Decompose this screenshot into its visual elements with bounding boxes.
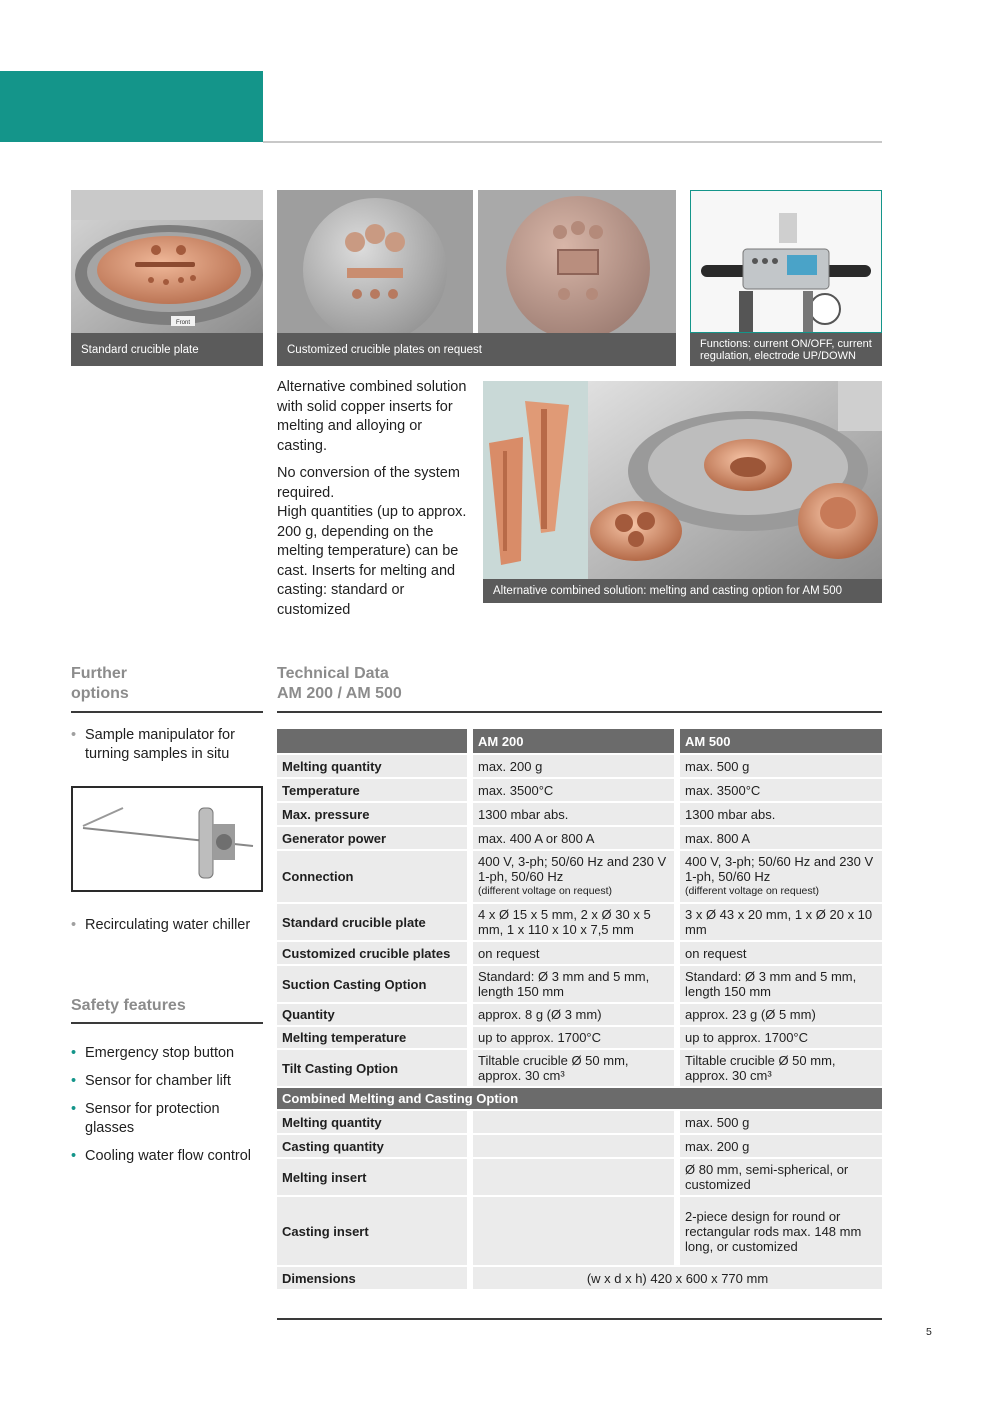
row-am200-value: Tiltable crucible Ø 50 mm, approx. 30 cm³	[470, 1049, 677, 1087]
row-am500-value: Tiltable crucible Ø 50 mm, approx. 30 cm³	[677, 1049, 882, 1087]
table-row	[277, 1134, 882, 1158]
row-label: Tilt Casting Option	[277, 1049, 470, 1087]
header-accent-bar	[0, 71, 263, 142]
table-row	[277, 1110, 882, 1134]
row-label: Melting insert	[277, 1158, 470, 1196]
further-options-heading	[71, 664, 263, 704]
row-am500-value: on request	[677, 941, 882, 965]
row-am500-value: max. 500 g	[677, 754, 882, 778]
row-label: Melting quantity	[277, 1110, 470, 1134]
safety-item-cooling-water: • Cooling water flow control	[71, 1147, 263, 1166]
table-row	[277, 802, 882, 826]
connection-am200-note: (different voltage on request)	[478, 885, 613, 897]
connection-am500-text: 400 V, 3-ph; 50/60 Hz and 230 V 1-ph, 50/60 Hz	[685, 854, 874, 884]
table-row	[277, 778, 882, 802]
row-label: Suction Casting Option	[277, 965, 470, 1003]
front-tag-label: Front	[175, 320, 191, 326]
intro-paragraph-3: High quantities (up to approx. 200 g, depending on the melting temperature) can be cast. Inserts for melting and casting: standard or customized	[277, 504, 467, 618]
row-am500-value	[677, 850, 882, 903]
further-options-rule	[71, 711, 263, 713]
caption-custom-plates: Customized crucible plates on request	[277, 333, 676, 366]
intro-paragraph-2: No conversion of the system required.	[277, 465, 460, 501]
tech-heading-line1: Technical Data	[277, 665, 389, 682]
combined-section-heading: Combined Melting and Casting Option	[277, 1087, 882, 1110]
row-am500-value: Standard: Ø 3 mm and 5 mm, length 150 mm	[677, 965, 882, 1003]
intro-paragraph-1: Alternative combined solution with solid copper inserts for melting and alloying or casting.	[277, 379, 467, 454]
row-label: Dimensions	[277, 1266, 470, 1290]
row-am500-value: Ø 80 mm, semi-spherical, or customized	[677, 1158, 882, 1196]
row-am500-value: 3 x Ø 43 x 20 mm, 1 x Ø 20 x 10 mm	[677, 903, 882, 941]
safety-features-list	[71, 1044, 263, 1166]
row-label: Casting insert	[277, 1196, 470, 1266]
safety-item-chamber-lift: • Sensor for chamber lift	[71, 1072, 263, 1091]
row-label: Connection	[277, 850, 470, 903]
tech-data-table	[277, 729, 882, 1291]
table-bottom-rule	[277, 1318, 882, 1320]
row-am200-value	[470, 850, 677, 903]
photo-control-unit	[690, 190, 882, 333]
tech-data-heading	[277, 664, 577, 704]
row-am500-value: approx. 23 g (Ø 5 mm)	[677, 1003, 882, 1026]
table-header-row	[277, 729, 882, 754]
row-am500-value: max. 3500°C	[677, 778, 882, 802]
row-am200-value: on request	[470, 941, 677, 965]
table-row	[277, 850, 882, 903]
row-label: Temperature	[277, 778, 470, 802]
row-label: Standard crucible plate	[277, 903, 470, 941]
row-am200-value	[470, 1196, 677, 1266]
table-row	[277, 1049, 882, 1087]
row-label: Melting quantity	[277, 754, 470, 778]
safety-item-protection-glasses: • Sensor for protection glasses	[71, 1100, 263, 1138]
caption-combined: Alternative combined solution: melting and casting option for AM 500	[483, 579, 882, 603]
row-am500-value: up to approx. 1700°C	[677, 1026, 882, 1049]
row-label: Generator power	[277, 826, 470, 850]
further-item-sample-manipulator: • Sample manipulator for turning samples in situ	[71, 726, 263, 764]
row-am200-value	[470, 1110, 677, 1134]
row-am200-value: approx. 8 g (Ø 3 mm)	[470, 1003, 677, 1026]
table-row	[277, 1026, 882, 1049]
row-am200-value: max. 400 A or 800 A	[470, 826, 677, 850]
row-am200-value	[470, 1158, 677, 1196]
row-am500-value: 2-piece design for round or rectangular rods max. 148 mm long, or customized	[677, 1196, 882, 1266]
caption-functions: Functions: current ON/OFF, current regulation, electrode UP/DOWN	[690, 333, 882, 366]
further-options-list-2	[71, 916, 263, 935]
intro-text	[277, 378, 472, 628]
row-label: Customized crucible plates	[277, 941, 470, 965]
row-am200-value: up to approx. 1700°C	[470, 1026, 677, 1049]
row-label: Melting temperature	[277, 1026, 470, 1049]
tech-data-rule	[277, 711, 882, 713]
table-header-am500: AM 500	[677, 729, 882, 754]
photo-casting-inserts	[483, 381, 588, 579]
safety-features-heading: Safety features	[71, 997, 186, 1014]
safety-features-rule	[71, 1022, 263, 1024]
row-am200-value: max. 200 g	[470, 754, 677, 778]
row-am200-value	[470, 1134, 677, 1158]
caption-standard-plate: Standard crucible plate	[71, 333, 263, 366]
table-row	[277, 826, 882, 850]
table-row	[277, 903, 882, 941]
row-am500-value: max. 500 g	[677, 1110, 882, 1134]
row-am500-value: max. 200 g	[677, 1134, 882, 1158]
row-am500-value: 1300 mbar abs.	[677, 802, 882, 826]
row-am200-value: 1300 mbar abs.	[470, 802, 677, 826]
row-am200-value: max. 3500°C	[470, 778, 677, 802]
table-section-row	[277, 1087, 882, 1110]
further-item-water-chiller: • Recirculating water chiller	[71, 916, 263, 935]
table-row	[277, 1196, 882, 1266]
tech-heading-line2: AM 200 / AM 500	[277, 685, 402, 702]
photo-standard-crucible-plate	[71, 190, 263, 333]
photo-custom-plate-1	[277, 190, 473, 333]
photo-sample-manipulator	[71, 786, 263, 892]
further-options-list-1	[71, 726, 263, 764]
table-row	[277, 1003, 882, 1026]
table-header-blank	[277, 729, 470, 754]
further-heading-line1: Further	[71, 665, 127, 682]
row-am500-value: max. 800 A	[677, 826, 882, 850]
connection-am500-note: (different voltage on request)	[685, 885, 820, 897]
table-row	[277, 1158, 882, 1196]
table-header-am200: AM 200	[470, 729, 677, 754]
row-label: Max. pressure	[277, 802, 470, 826]
safety-item-emergency-stop: • Emergency stop button	[71, 1044, 263, 1063]
dimensions-value: (w x d x h) 420 x 600 x 770 mm	[470, 1266, 882, 1290]
table-row	[277, 941, 882, 965]
connection-am200-text: 400 V, 3-ph; 50/60 Hz and 230 V 1-ph, 50/60 Hz	[478, 854, 667, 884]
row-label: Casting quantity	[277, 1134, 470, 1158]
further-heading-line2: options	[71, 685, 129, 702]
table-row	[277, 1266, 882, 1290]
photo-combined-solution	[588, 381, 882, 579]
page-number: 5	[926, 1326, 932, 1338]
photo-custom-plate-2	[478, 190, 676, 333]
row-label: Quantity	[277, 1003, 470, 1026]
table-row	[277, 754, 882, 778]
table-row	[277, 965, 882, 1003]
row-am200-value: 4 x Ø 15 x 5 mm, 2 x Ø 30 x 5 mm, 1 x 110 x 10 x 7,5 mm	[470, 903, 677, 941]
header-rule	[263, 141, 882, 143]
row-am200-value: Standard: Ø 3 mm and 5 mm, length 150 mm	[470, 965, 677, 1003]
